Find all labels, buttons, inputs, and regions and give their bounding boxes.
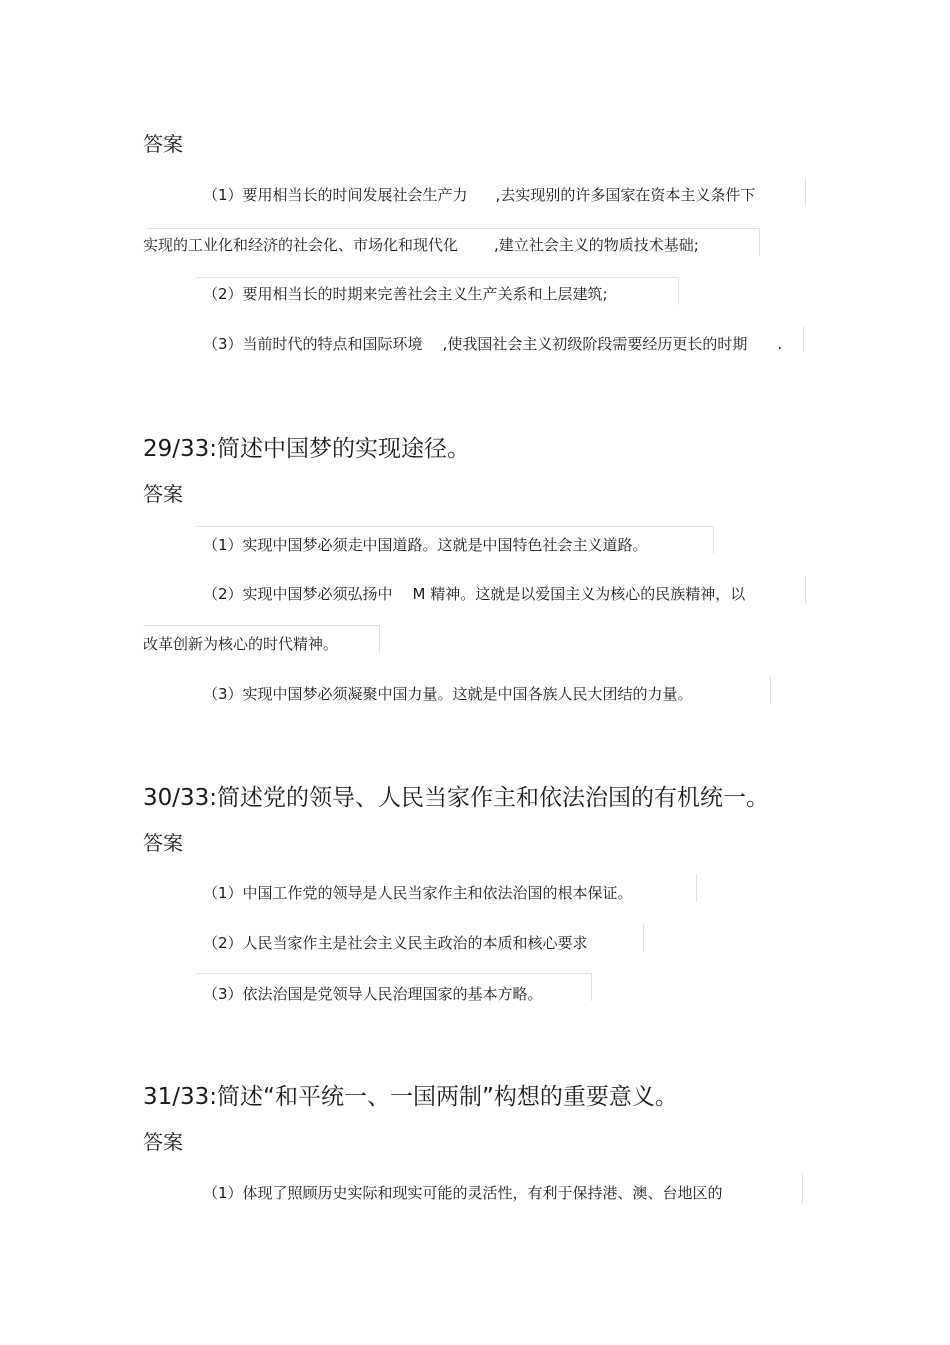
answer-line: （2）要用相当长的时期来完善社会主义生产关系和上层建筑; [203, 285, 608, 303]
text-segment: M 精神。这就是以爱国主义为核心的民族精神，以 [412, 585, 746, 603]
answer-line: 改革创新为核心的时代精神。 [143, 635, 339, 653]
divider [803, 326, 804, 352]
text-segment: （2）实现中国梦必须弘扬中 [203, 585, 393, 603]
answer-line [203, 184, 755, 205]
answer-line [143, 234, 699, 255]
divider [379, 625, 380, 653]
divider [197, 973, 591, 974]
answer-line: （2）人民当家作主是社会主义民主政治的本质和核心要求 [203, 934, 588, 952]
text-segment: （3）当前时代的特点和国际环境 [203, 335, 423, 353]
divider [759, 228, 760, 256]
answer-line [203, 583, 745, 604]
divider [591, 973, 592, 1001]
divider [143, 625, 379, 626]
divider [147, 228, 759, 229]
divider [678, 277, 679, 305]
text-segment: 实现的工业化和经济的社会化、市场化和现代化 [143, 236, 459, 254]
answer-line [203, 333, 782, 354]
answer-label: 答案 [143, 1130, 183, 1154]
divider [696, 874, 697, 902]
answer-line: （1）实现中国梦必须走中国道路。这就是中国特色社会主义道路。 [203, 536, 648, 554]
answer-label: 答案 [143, 482, 183, 506]
text-segment: （1）要用相当长的时间发展社会生产力 [203, 186, 468, 204]
answer-label: 答案 [143, 831, 183, 855]
divider [197, 526, 713, 527]
answer-label: 答案 [143, 132, 183, 156]
divider [643, 924, 644, 952]
divider [805, 178, 806, 206]
divider [713, 526, 714, 554]
text-segment: ,建立社会主义的物质技术基础; [494, 236, 699, 254]
answer-line: （3）依法治国是党领导人民治理国家的基本方略。 [203, 985, 543, 1003]
divider [802, 1174, 803, 1204]
text-segment: ,去实现别的许多国家在资本主义条件下 [495, 186, 756, 204]
divider [805, 576, 806, 604]
answer-line: （1）体现了照顾历史实际和现实可能的灵活性，有利于保持港、澳、台地区的 [203, 1184, 723, 1202]
text-segment: ,使我国社会主义初级阶段需要经历更长的时期 [442, 335, 748, 353]
divider [197, 277, 678, 278]
answer-line: （1）中国工作党的领导是人民当家作主和依法治国的根本保证。 [203, 884, 633, 902]
text-segment: . [777, 335, 783, 353]
question-title: 30/33:简述党的领导、人民当家作主和依法治国的有机统一。 [143, 785, 770, 811]
question-title: 29/33:简述中国梦的实现途径。 [143, 436, 471, 462]
answer-line: （3）实现中国梦必须凝聚中国力量。这就是中国各族人民大团结的力量。 [203, 685, 693, 703]
question-title: 31/33:简述“和平统一、一国两制”构想的重要意义。 [143, 1084, 678, 1110]
divider [770, 676, 771, 704]
